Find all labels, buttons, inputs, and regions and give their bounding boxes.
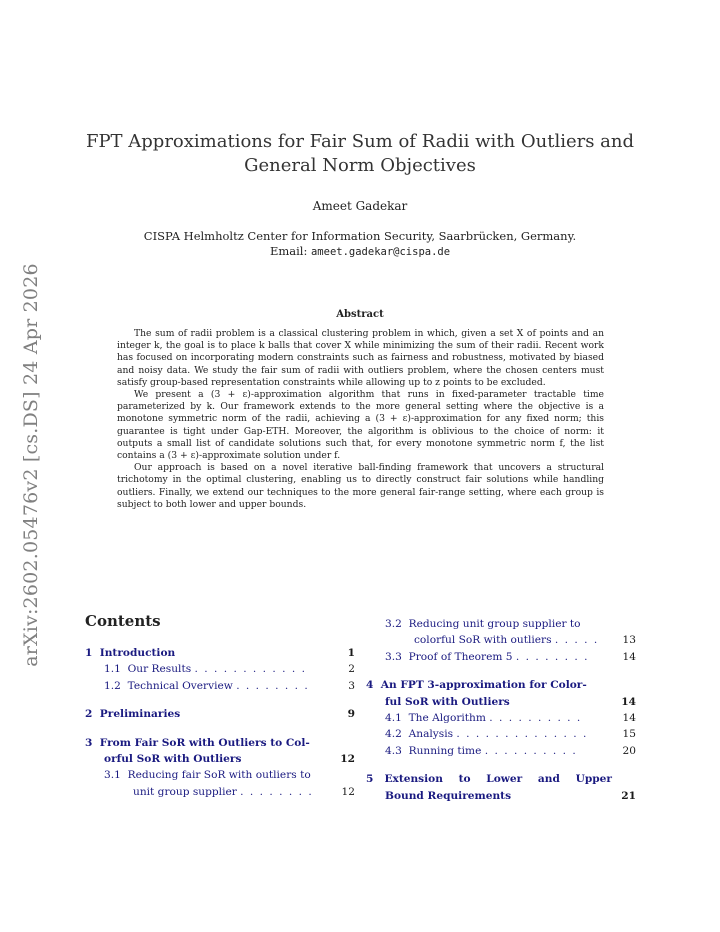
toc-right-column [366,616,636,804]
email-label: Email: [269,244,308,258]
toc-entry-1[interactable]: 1 Introduction 1 [85,647,355,659]
affiliation: CISPA Helmholtz Center for Information Security, Saarbrücken, Germany. [143,229,577,243]
toc-entry-3-1[interactable]: 3.1 Reducing fair SoR with outliers to unit group supplier . . . . . . . . 12 [104,769,355,798]
author: Ameet Gadekar [312,199,408,213]
toc-entry-3-3[interactable]: 3.3 Proof of Theorem 5 . . . . . . . . 14 [385,650,636,663]
toc-entry-3[interactable]: 3 From Fair SoR with Outliers to Col- orful SoR with Outliers 12 [85,736,355,766]
affiliation-block [60,229,660,260]
toc-entry-3-2[interactable]: 3.2 Reducing unit group supplier to colorful SoR with outliers . . . . . 13 [385,618,636,647]
abstract-paragraph-3: Our approach is based on a novel iterative ball-finding framework that uncovers a structural trichotomy in the optimal clustering, enabling us to directly construct fair solutions while handling outliers. Finally, we extend our techniques to the more general fair-range setting, where each group is subject to both lower and upper bounds. [117,462,604,510]
toc-entry-1-2[interactable]: 1.2 Technical Overview . . . . . . . . 3 [104,679,355,692]
toc-entry-2[interactable]: 2 Preliminaries 9 [85,708,355,721]
toc-entry-4[interactable]: 4 An FPT 3-approximation for Color- ful SoR with Outliers 14 [366,679,636,708]
toc-entry-4-3[interactable]: 4.3 Running time . . . . . . . . . . 20 [385,744,636,757]
abstract-paragraph-2: We present a (3 + ε)-approximation algorithm that runs in fixed-parameter tractable time parameterized by k. Our framework extends to the more general setting where the objective is a monotone symmetric norm of the radii, achieving a (3 + ε)-approximation for any fixed norm; this guarantee is tight under Gap-ETH. Moreover, the algorithm is oblivious to the choice of norm: it outputs a small list of candidate solutions such that, for every monotone symmetric norm f, the list contains a (3 + ε)-approximate solution under f. [117,389,604,462]
abstract [117,328,604,511]
email-link[interactable]: ameet.gadekar@cispa.de [310,246,451,258]
abstract-heading: Abstract [336,309,384,320]
abstract-paragraph-1: The sum of radii problem is a classical clustering problem in which, given a set X of points and an integer k, the goal is to place k balls that cover X while minimizing the sum of their radii. Recent work has focused on incorporating modern constraints such as fairness and robustness, motivated by biased and noisy data. We study the fair sum of radii with outliers problem, where the chosen centers must satisfy group-based representation constraints while allowing up to z points to be excluded. [117,328,604,388]
paper-title: FPT Approximations for Fair Sum of Radii with Outliers and General Norm Objectives [85,131,635,176]
toc-entry-4-1[interactable]: 4.1 The Algorithm . . . . . . . . . . 14 [385,712,636,725]
toc-entry-1-1[interactable]: 1.1 Our Results . . . . . . . . . . . . 2 [104,663,355,676]
contents-heading: Contents [85,612,161,630]
toc-entry-5[interactable]: 5 Extension to Lower and Upper Bound Requirements 21 [366,773,636,802]
toc-left-column [85,645,355,800]
toc-entry-4-2[interactable]: 4.2 Analysis . . . . . . . . . . . . . . 15 [385,728,636,741]
